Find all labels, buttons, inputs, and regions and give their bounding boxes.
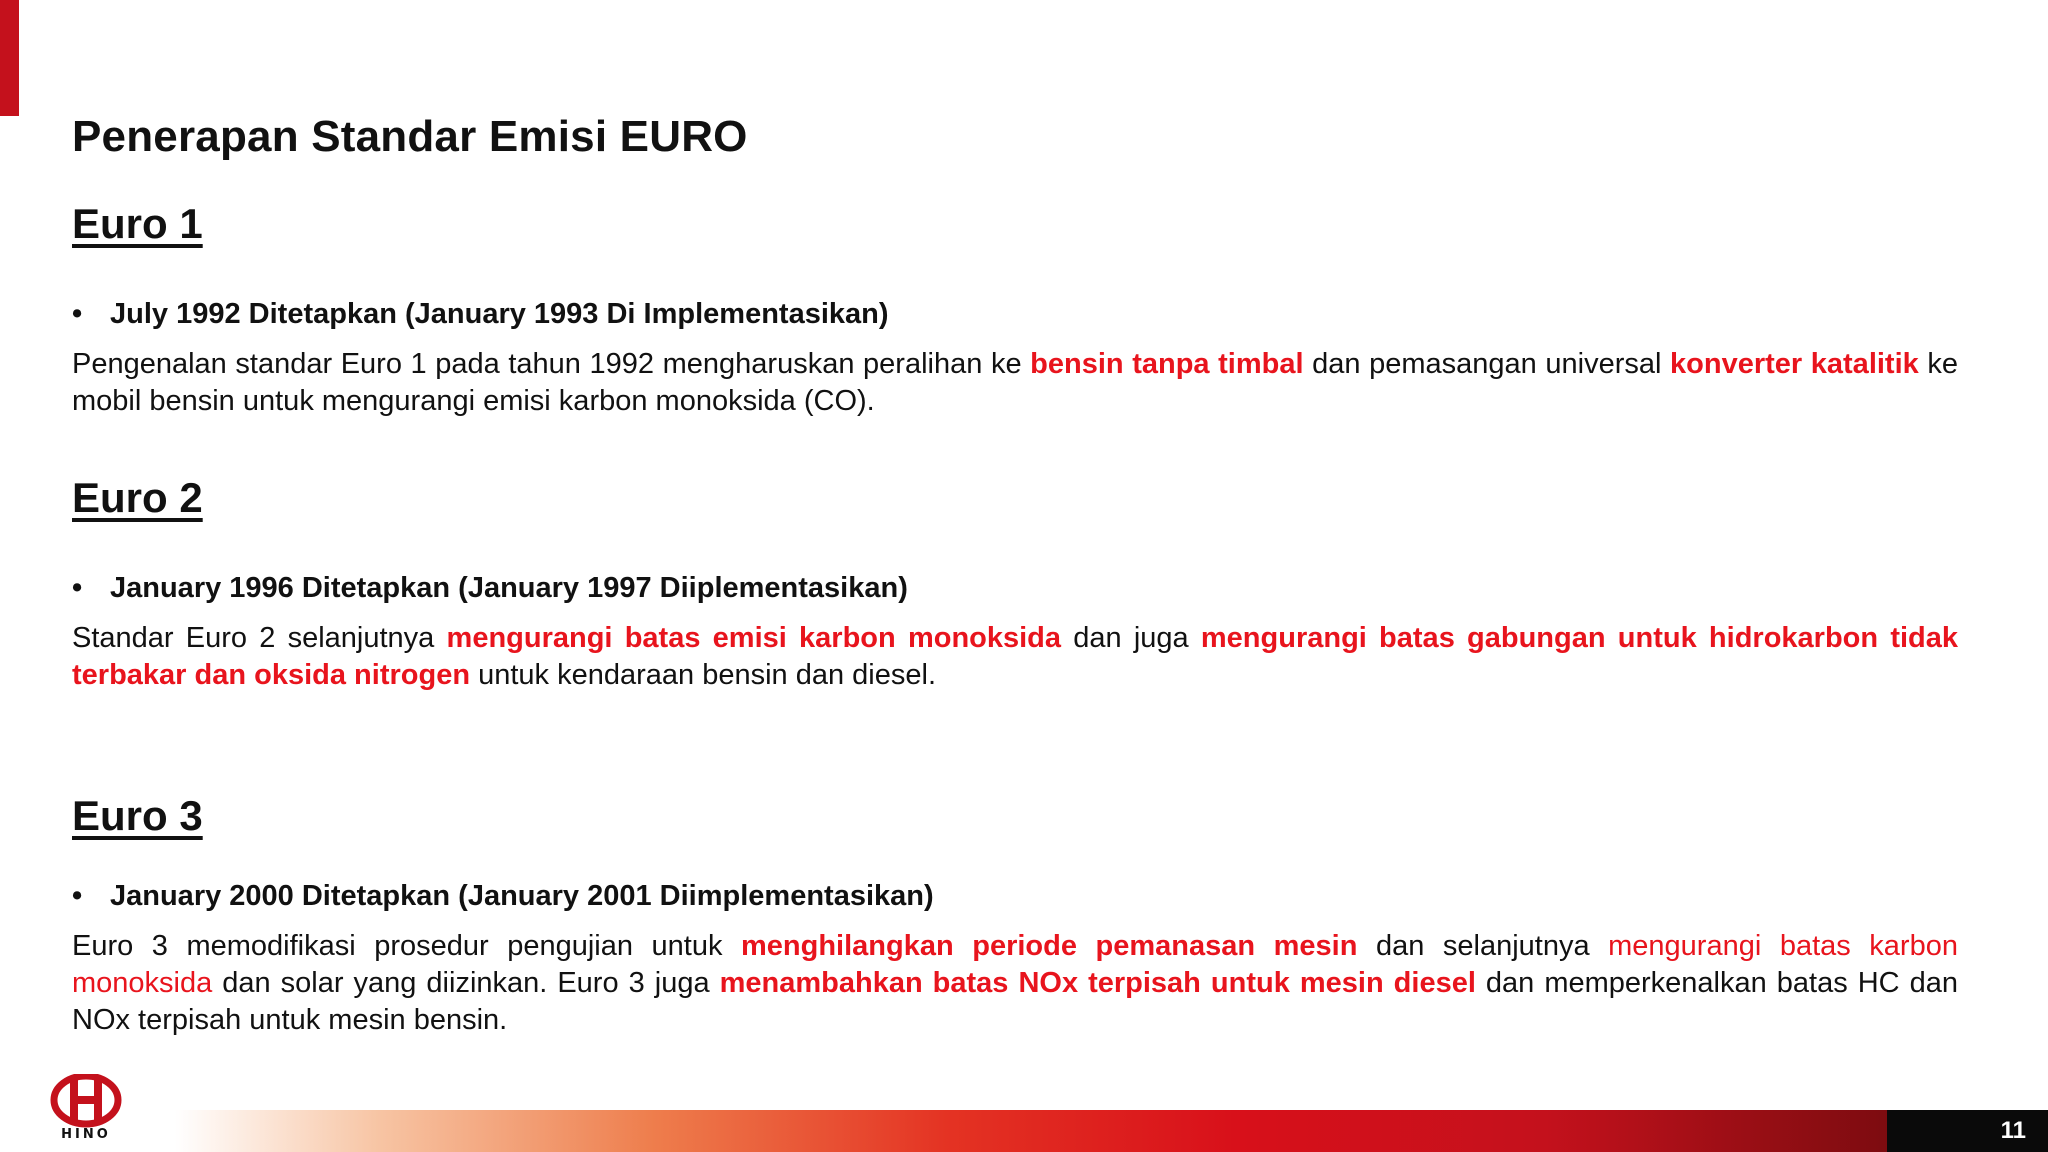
paragraph-text: dan selanjutnya: [1357, 930, 1609, 962]
highlight-text: menghilangkan periode pemanasan mesin: [741, 930, 1358, 962]
section-heading: Euro 3: [72, 792, 203, 839]
paragraph-text: untuk kendaraan bensin dan diesel.: [470, 659, 937, 691]
section-euro-2: [72, 474, 1958, 694]
paragraph-text: Standar Euro 2 selanjutnya: [72, 622, 447, 654]
section-paragraph: [72, 346, 1958, 420]
highlight-text: bensin tanpa timbal: [1030, 348, 1304, 380]
bullet-text: January 1996 Ditetapkan (January 1997 Diiplementasikan): [110, 572, 908, 604]
slide-title: Penerapan Standar Emisi EURO: [72, 112, 748, 161]
bullet-dot-icon: •: [72, 880, 83, 912]
accent-bar: [0, 0, 19, 116]
bullet-item: [72, 296, 1958, 332]
paragraph-text: dan juga: [1061, 622, 1201, 654]
section-euro-1: [72, 200, 1958, 420]
hino-logo-icon: [48, 1074, 124, 1128]
page-number: [1887, 1110, 2048, 1152]
logo-text: HINO: [61, 1127, 111, 1142]
section-paragraph: [72, 928, 1958, 1039]
hino-logo: [48, 1074, 124, 1140]
bullet-text: January 2000 Ditetapkan (January 2001 Diimplementasikan): [110, 880, 934, 912]
highlight-text: mengurangi batas emisi karbon monoksida: [446, 622, 1062, 654]
bullet-dot-icon: •: [72, 298, 83, 330]
bullet-item: [72, 570, 1958, 606]
bullet-item: [72, 878, 1958, 914]
highlight-text: konverter katalitik: [1670, 348, 1919, 380]
footer-gradient-bar: [175, 1110, 1887, 1152]
bullet-text: July 1992 Ditetapkan (January 1993 Di Implementasikan): [110, 298, 889, 330]
paragraph-text: dan pemasangan universal: [1303, 348, 1671, 380]
section-heading: Euro 1: [72, 200, 203, 247]
paragraph-text: dan memperkenalkan batas HC dan NOx terpisah untuk mesin bensin.: [72, 967, 1959, 1036]
highlight-text: menambahkan batas NOx terpisah untuk mesin diesel: [719, 967, 1476, 999]
highlight-text: mengurangi batas gabungan untuk hidrokarbon tidak terbakar dan oksida nitrogen: [72, 622, 1958, 691]
paragraph-text: ke mobil bensin untuk mengurangi emisi karbon monoksida (CO).: [72, 348, 1958, 417]
paragraph-text: Pengenalan standar Euro 1 pada tahun 1992 mengharuskan peralihan ke: [72, 348, 1031, 380]
section-heading: Euro 2: [72, 474, 203, 521]
page-number-text: 11: [2000, 1117, 2026, 1144]
bullet-dot-icon: •: [72, 572, 83, 604]
section-euro-3: [72, 792, 1958, 1039]
section-paragraph: [72, 620, 1958, 694]
highlight-text: mengurangi batas karbon monoksida: [72, 930, 1958, 999]
paragraph-text: Euro 3 memodifikasi prosedur pengujian untuk: [72, 930, 741, 962]
paragraph-text: dan solar yang diizinkan. Euro 3 juga: [212, 967, 720, 999]
